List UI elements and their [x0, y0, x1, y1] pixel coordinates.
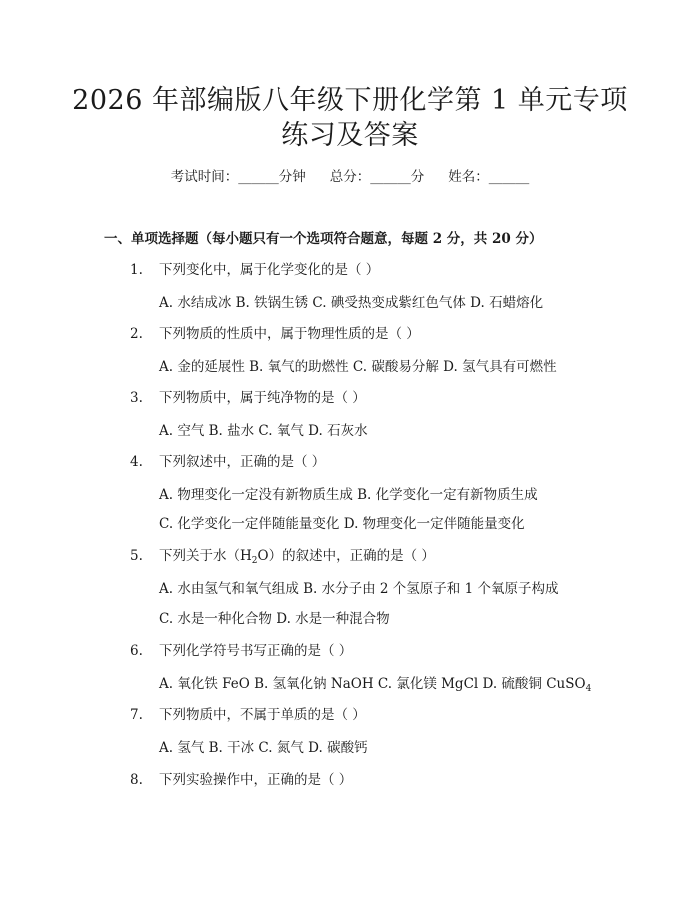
- exam-info: [0, 167, 700, 187]
- question-text: 下列实验操作中，正确的是（ ）: [159, 772, 353, 788]
- question-options: C. 化学变化一定伴随能量变化 D. 物理变化一定伴随能量变化: [159, 516, 525, 532]
- question-text: 下列物质的性质中，属于物理性质的是（ ）: [159, 326, 420, 342]
- section-heading: 一、单项选择题（每小题只有一个选项符合题意，每题 2 分，共 20 分）: [104, 231, 543, 247]
- question-number: 6.: [130, 643, 143, 659]
- question-number: 5.: [130, 548, 143, 564]
- document-title-line-1: 2026 年部编版八年级下册化学第 1 单元专项: [72, 85, 628, 116]
- question-options: A. 金的延展性 B. 氧气的助燃性 C. 碳酸易分解 D. 氢气具有可燃性: [159, 359, 557, 375]
- question-number: 7.: [130, 707, 143, 723]
- question-options: C. 水是一种化合物 D. 水是一种混合物: [159, 611, 390, 627]
- question-options: A. 水由氢气和氧气组成 B. 水分子由 2 个氢原子和 1 个氧原子构成: [159, 581, 559, 597]
- name-field: 姓名：______: [448, 169, 530, 185]
- time-field: 考试时间：______分钟: [170, 169, 306, 185]
- question-options: A. 物理变化一定没有新物质生成 B. 化学变化一定有新物质生成: [159, 487, 538, 503]
- question-text: 下列变化中，属于化学变化的是（ ）: [159, 262, 380, 278]
- question-text: 下列物质中，不属于单质的是（ ）: [159, 707, 366, 723]
- question-options: A. 氢气 B. 干冰 C. 氮气 D. 碳酸钙: [159, 740, 368, 756]
- question-number: 1.: [130, 262, 143, 278]
- question-number: 2.: [130, 326, 143, 342]
- question-text: 下列物质中，属于纯净物的是（ ）: [159, 390, 366, 406]
- question-number: 3.: [130, 390, 143, 406]
- document-title-line-2: 练习及答案: [281, 120, 419, 151]
- question-text: 下列叙述中，正确的是（ ）: [159, 454, 326, 470]
- question-options: A. 空气 B. 盐水 C. 氧气 D. 石灰水: [159, 423, 368, 439]
- question-options: A. 水结成冰 B. 铁锅生锈 C. 碘受热变成紫红色气体 D. 石蜡熔化: [159, 295, 544, 311]
- score-field: 总分：______分: [329, 169, 425, 185]
- question-options: A. 氧化铁 FeO B. 氢氧化钠 NaOH C. 氯化镁 MgCl D. 硫酸铜 CuSO$_4$: [159, 676, 592, 694]
- question-text: 下列关于水$(H_2O)$的叙述中，正确的是（ ）: [159, 548, 435, 566]
- question-number: 4.: [130, 454, 143, 470]
- question-text: 下列化学符号书写正确的是（ ）: [159, 643, 353, 659]
- question-number: 8.: [130, 772, 143, 788]
